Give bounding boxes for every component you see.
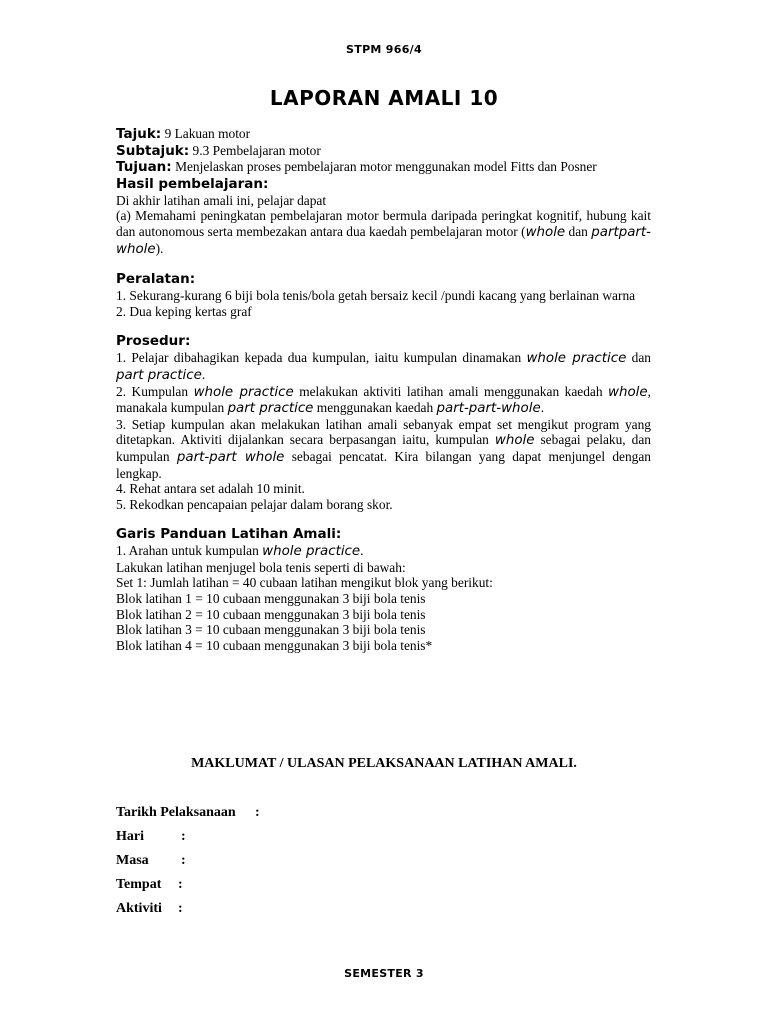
prosedur-step-2 (116, 384, 651, 417)
prosedur-step-3-term-a: whole (494, 433, 535, 449)
prosedur-step-3-text: 3. Setiap kumpulan akan melakukan latihan amali sebanyak empat set mengikut program yang ditetapkan. Aktiviti dijalankan secara berpasangan iaitu, kumpulan (116, 416, 651, 448)
prosedur-step-3-term-b: part-part whole (176, 449, 285, 465)
field-tarikh-label: Tarikh Pelaksanaan (116, 805, 236, 820)
prosedur-heading: Prosedur: (116, 333, 191, 350)
tajuk-row (116, 126, 651, 143)
field-masa-label: Masa (116, 853, 149, 868)
tujuan-label: Tujuan: (116, 159, 172, 176)
document-title: LAPORAN AMALI 10 (269, 86, 499, 110)
prosedur-step-1-term-b: part practice (116, 367, 202, 383)
tajuk-value: 9 Lakuan motor (164, 126, 251, 141)
hasil-item-a-text: (a) Memahami peningkatan pembelajaran motor bermula daripada peringkat kognitif, hubung kait dan autonomous serta membezakan antara dua kaedah pembelajaran motor ( (116, 208, 651, 239)
prosedur-step-4: 4. Rehat antara set adalah 10 minit. (116, 481, 305, 497)
blok-latihan-4: Blok latihan 4 = 10 cubaan menggunakan 3 biji bola tenis* (116, 637, 433, 653)
prosedur-step-2-text-d: menggunakan kaedah (313, 400, 437, 416)
peralatan-item-1: 1. Sekurang-kurang 6 biji bola tenis/bola getah bersaiz kecil /pundi kacang yang berlainan warna (116, 288, 636, 304)
prosedur-step-2-text: 2. Kumpulan (116, 383, 194, 399)
hasil-intro: Di akhir latihan amali ini, pelajar dapat (116, 192, 327, 208)
prosedur-step-3 (116, 417, 651, 481)
blok-latihan-2: Blok latihan 2 = 10 cubaan menggunakan 3 biji bola tenis (116, 606, 426, 622)
field-aktiviti-label: Aktiviti (116, 901, 162, 916)
garis-instruction: Lakukan latihan menjugel bola tenis seperti di bawah: (116, 559, 406, 575)
hasil-item-a-partwhole: partpart-whole (116, 224, 651, 257)
peralatan-heading: Peralatan: (116, 271, 196, 288)
field-tarikh-colon: : (255, 805, 260, 820)
prosedur-step-1-term-a: whole practice (526, 351, 627, 367)
report-body (116, 126, 651, 653)
prosedur-step-2-term-c: part practice (227, 401, 314, 417)
prosedur-step-2-term-a: whole practice (193, 384, 294, 400)
prosedur-step-1-end: . (201, 366, 206, 382)
garis-item-1 (116, 543, 651, 560)
hasil-item-a (116, 208, 651, 257)
blok-latihan-3: Blok latihan 3 = 10 cubaan menggunakan 3 biji bola tenis (116, 622, 426, 638)
field-tempat-colon: : (178, 877, 183, 892)
subtajuk-value: 9.3 Pembelajaran motor (192, 142, 321, 158)
prosedur-step-5: 5. Rekodkan pencapaian pelajar dalam borang skor. (116, 496, 393, 512)
maklumat-heading: MAKLUMAT / ULASAN PELAKSANAAN LATIHAN AMALI. (191, 756, 577, 771)
garis-set-1: Set 1: Jumlah latihan = 40 cubaan latihan mengikut blok yang berikut: (116, 575, 493, 591)
hasil-item-a-mid: dan (565, 223, 592, 239)
hasil-item-a-whole: whole (525, 224, 566, 240)
garis-item-1-end: . (360, 543, 364, 559)
garis-item-1-text: 1. Arahan untuk kumpulan (116, 543, 263, 559)
prosedur-step-2-text-c: , manakala kumpulan (116, 383, 651, 416)
page-footer: SEMESTER 3 (344, 967, 424, 980)
blok-latihan-1: Blok latihan 1 = 10 cubaan menggunakan 3 biji bola tenis (116, 591, 426, 607)
subtajuk-row (116, 143, 651, 160)
field-hari-colon: : (181, 829, 186, 844)
field-masa-colon: : (181, 853, 186, 868)
hasil-item-a-end: ). (155, 240, 164, 256)
tajuk-label: Tajuk: (116, 126, 162, 142)
prosedur-step-3-end: sebagai pencatat. Kira bilangan yang dapat menjungel dengan lengkap. (116, 448, 652, 481)
peralatan-item-2: 2. Dua keping kertas graf (116, 303, 252, 319)
page-header: STPM 966/4 (346, 43, 422, 56)
prosedur-step-1-text: 1. Pelajar dibahagikan kepada dua kumpulan, iaitu kumpulan dinamakan (116, 350, 527, 366)
tujuan-value: Menjelaskan proses pembelajaran motor menggunakan model Fitts dan Posner (175, 159, 597, 175)
prosedur-step-1 (116, 350, 651, 383)
subtajuk-label: Subtajuk: (116, 142, 190, 159)
garis-heading: Garis Panduan Latihan Amali: (116, 526, 342, 543)
prosedur-step-1-join: dan (626, 350, 651, 366)
hasil-heading: Hasil pembelajaran: (116, 175, 269, 192)
field-tempat-label: Tempat (116, 877, 162, 892)
prosedur-step-2-text-b: melakukan aktiviti latihan amali menggunakan kaedah (293, 383, 609, 399)
garis-item-1-term: whole practice (262, 544, 361, 560)
field-hari-label: Hari (116, 829, 144, 844)
prosedur-step-2-term-d: part-part-whole (436, 401, 541, 417)
tujuan-row (116, 159, 651, 176)
prosedur-step-2-term-b: whole (608, 384, 648, 400)
prosedur-step-3-text-b: sebagai pelaku, dan kumpulan (116, 432, 651, 464)
field-aktiviti-colon: : (178, 901, 183, 916)
prosedur-step-2-end: . (540, 400, 545, 416)
